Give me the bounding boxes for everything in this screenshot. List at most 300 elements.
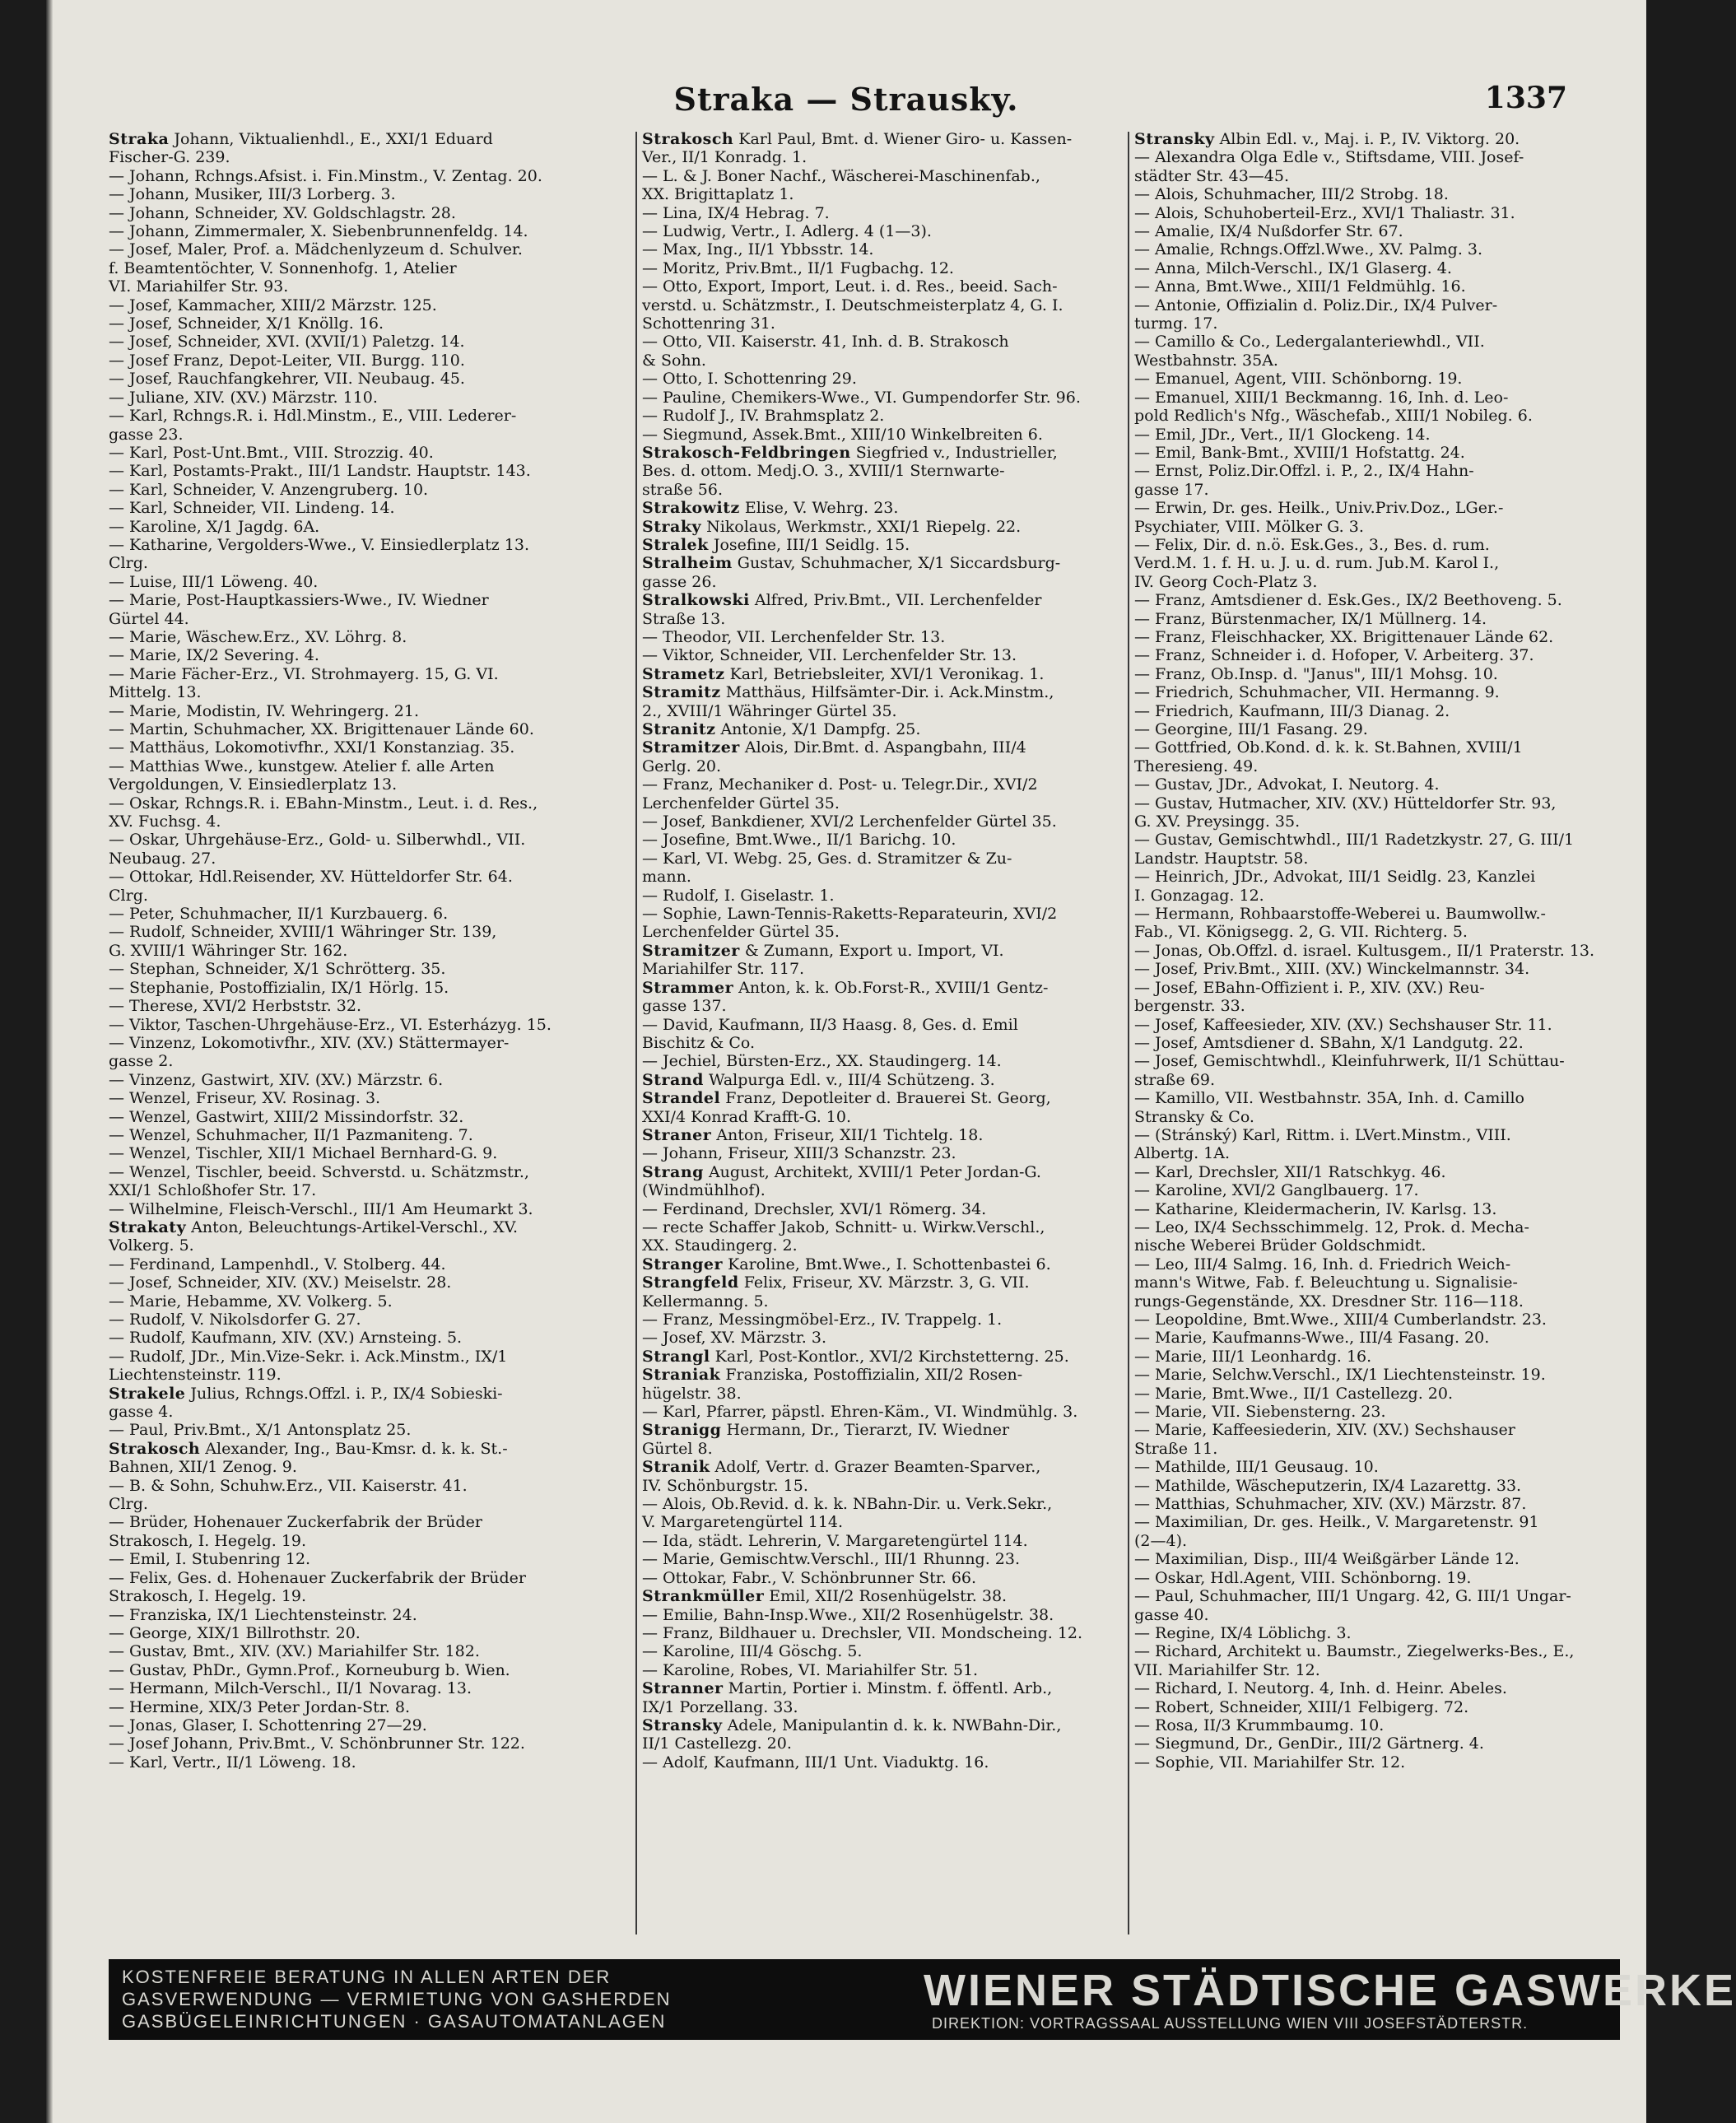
directory-entry [109, 628, 632, 646]
entry-surname: Stramitzer [642, 738, 740, 757]
directory-entry [642, 185, 1118, 203]
entry-text: — Karl, Vertr., II/1 Löweng. 18. [109, 1753, 356, 1771]
entry-text: G. XVIII/1 Währinger Str. 162. [109, 941, 348, 960]
directory-entry [642, 314, 1118, 333]
directory-entry [642, 277, 1118, 296]
directory-entry [1134, 1606, 1620, 1624]
directory-entry [1134, 1181, 1620, 1199]
entry-text: — Wenzel, Tischler, beeid. Schverstd. u. Schätzmstr., [109, 1162, 529, 1181]
directory-entry [1134, 1292, 1620, 1311]
entry-text: — Johann, Friseur, XIII/3 Schanzstr. 23. [642, 1144, 956, 1163]
entry-text: — Antonie, Offizialin d. Poliz.Dir., IX/4 Pulver- [1134, 296, 1498, 314]
directory-entry [1134, 444, 1620, 462]
directory-entry [1134, 518, 1620, 536]
entry-text: — Rudolf, Kaufmann, XIV. (XV.) Arnsteing. 5. [109, 1329, 463, 1348]
entry-text: Gürtel 44. [109, 609, 189, 628]
directory-entry [109, 536, 632, 554]
entry-surname: Strakaty [109, 1217, 187, 1236]
entry-surname: Stranner [642, 1679, 724, 1698]
entry-text: — Karoline, Robes, VI. Mariahilfer Str. 51. [642, 1660, 979, 1679]
entry-text: & Zumann, Export u. Import, VI. [739, 941, 1004, 960]
entry-text: gasse 23. [109, 425, 184, 444]
entry-text: — Marie, Modistin, IV. Wehringerg. 21. [109, 701, 420, 720]
directory-entry [1134, 1255, 1620, 1273]
directory-entry [1134, 1366, 1620, 1384]
directory-entry [1134, 296, 1620, 314]
entry-text: gasse 2. [109, 1052, 174, 1071]
entry-text: Martin, Portier i. Minstm. f. öffentl. Arb., [723, 1679, 1053, 1698]
directory-entry [109, 591, 632, 609]
entry-text: Felix, Friseur, XV. Märzstr. 3, G. VII. [738, 1273, 1030, 1292]
directory-entry [1134, 1587, 1620, 1605]
directory-entry [109, 148, 632, 166]
entry-text: — Karl, Postamts-Prakt., III/1 Landstr. Hauptstr. 143. [109, 462, 531, 481]
entry-text: — Ernst, Poliz.Dir.Offzl. i. P., 2., IX/4 Hahn- [1134, 462, 1474, 481]
entry-text: Mariahilfer Str. 117. [642, 960, 805, 979]
entry-text: nische Weberei Brüder Goldschmidt. [1134, 1236, 1426, 1255]
directory-entry [1134, 831, 1620, 849]
directory-entry [642, 204, 1118, 222]
entry-text: — Josefine, Bmt.Wwe., II/1 Barichg. 10. [642, 831, 956, 850]
directory-entry [1134, 1311, 1620, 1329]
entry-text: — Emil, I. Stubenring 12. [109, 1550, 311, 1569]
directory-entry [642, 1236, 1118, 1255]
entry-text: — Gustav, Hutmacher, XIV. (XV.) Hütteldorfer Str. 93, [1134, 794, 1557, 812]
directory-entry [642, 960, 1118, 978]
directory-entry [642, 905, 1118, 923]
entry-text: — Franz, Schneider i. d. Hofoper, V. Arbeiterg. 37. [1134, 646, 1534, 665]
directory-entry [642, 1734, 1118, 1753]
directory-entry [642, 1421, 1118, 1439]
entry-text: XXI/1 Schloßhofer Str. 17. [109, 1181, 317, 1200]
directory-entry [642, 1403, 1118, 1421]
entry-surname: Strakosch [642, 130, 734, 148]
entry-text: — Felix, Ges. d. Hohenauer Zuckerfabrik der Brüder [109, 1568, 526, 1587]
entry-surname: Stranitz [642, 720, 716, 738]
entry-text: — Rosa, II/3 Krummbaumg. 10. [1134, 1716, 1385, 1734]
directory-entry [109, 812, 632, 831]
entry-text: — Wenzel, Friseur, XV. Rosinag. 3. [109, 1089, 381, 1108]
directory-entry [109, 1495, 632, 1513]
entry-surname: Strametz [642, 664, 725, 683]
entry-text: Hermann, Dr., Tierarzt, IV. Wiedner [721, 1421, 1010, 1440]
entry-text: — Marie, Kaffeesiederin, XIV. (XV.) Sechshauser [1134, 1421, 1515, 1440]
entry-text: — Peter, Schuhmacher, II/1 Kurzbauerg. 6. [109, 905, 449, 924]
entry-text: Siegfried v., Industrieller, [850, 443, 1058, 462]
ad-line: GASBÜGELEINRICHTUNGEN · GASAUTOMATANLAGEN [122, 2011, 667, 2032]
entry-text: II/1 Castellezg. 20. [642, 1734, 792, 1753]
directory-entry [1134, 222, 1620, 240]
entry-text: — Stephanie, Postoffizialin, IX/1 Hörlg. 15. [109, 978, 449, 997]
entry-text: Landstr. Hauptstr. 58. [1134, 849, 1309, 868]
directory-entry [1134, 407, 1620, 425]
entry-text: — Josef, Schneider, XVI. (XVII/1) Paletzg. 14. [109, 333, 465, 352]
directory-entry [109, 352, 632, 370]
entry-text: Karl, Post-Kontlor., XVI/2 Kirchstetterng. 25. [710, 1347, 1069, 1366]
directory-entry [642, 1661, 1118, 1679]
directory-entry [1134, 1477, 1620, 1495]
directory-entry [109, 923, 632, 941]
directory-entry [642, 222, 1118, 240]
directory-entry [109, 1052, 632, 1070]
entry-text: — Ottokar, Hdl.Reisender, XV. Hütteldorfer Str. 64. [109, 868, 513, 887]
entry-text: — Marie, Bmt.Wwe., II/1 Castellezg. 20. [1134, 1384, 1454, 1403]
entry-surname: Stralheim [642, 554, 733, 573]
directory-entry [642, 573, 1118, 591]
entry-text: Gustav, Schuhmacher, X/1 Siccardsburg- [732, 554, 1061, 573]
entry-text: — Alexandra Olga Edle v., Stiftsdame, VIII. Josef- [1134, 148, 1524, 167]
directory-entry [109, 1163, 632, 1181]
entry-text: Bischitz & Co. [642, 1033, 756, 1052]
entry-text: Gürtel 8. [642, 1439, 713, 1458]
entry-text: — Siegmund, Dr., GenDir., III/2 Gärtnerg. 4. [1134, 1734, 1484, 1753]
entry-text: gasse 17. [1134, 480, 1209, 499]
entry-text: — Josef, Kammacher, XIII/2 Märzstr. 125. [109, 296, 437, 314]
directory-entry [1134, 702, 1620, 720]
entry-text: — Brüder, Hohenauer Zuckerfabrik der Brüder [109, 1513, 482, 1532]
directory-entry [642, 462, 1118, 480]
page-header [46, 81, 1646, 119]
entry-text: G. XV. Preysingg. 35. [1134, 812, 1301, 831]
entry-text: Bahnen, XII/1 Zenog. 9. [109, 1458, 297, 1477]
directory-entry [1134, 757, 1620, 775]
entry-surname: Strangl [642, 1347, 710, 1366]
directory-entry [109, 1348, 632, 1366]
entry-text: — Franz, Bürstenmacher, IX/1 Müllnerg. 14. [1134, 609, 1487, 628]
directory-entry [1134, 1624, 1620, 1642]
directory-entry [109, 1440, 632, 1458]
directory-entry [109, 905, 632, 923]
entry-text: — Wenzel, Schuhmacher, II/1 Pazmaniteng. 7. [109, 1125, 473, 1144]
entry-text: Karl, Betriebsleiter, XVI/1 Veronikag. 1. [724, 664, 1045, 683]
directory-entry [1134, 554, 1620, 572]
directory-entry [1134, 683, 1620, 701]
directory-entry [109, 444, 632, 462]
directory-entry [642, 1144, 1118, 1162]
entry-surname: Strankmüller [642, 1587, 765, 1606]
entry-text: — Luise, III/1 Löweng. 40. [109, 572, 319, 591]
entry-text: Mittelg. 13. [109, 683, 202, 702]
entry-text: — Viktor, Schneider, VII. Lerchenfelder Str. 13. [642, 646, 1017, 665]
entry-text: — Rudolf, I. Giselastr. 1. [642, 886, 835, 905]
page-number: 1337 [1484, 81, 1567, 115]
entry-text: — Jonas, Ob.Offzl. d. israel. Kultusgem., II/1 Praterstr. 13. [1134, 941, 1595, 960]
entry-text: IV. Georg Coch-Platz 3. [1134, 572, 1318, 591]
directory-entry [109, 185, 632, 203]
entry-text: — Wenzel, Gastwirt, XIII/2 Missindorfstr. 32. [109, 1107, 464, 1126]
directory-entry [1134, 314, 1620, 333]
entry-text: — Otto, VII. Kaiserstr. 41, Inh. d. B. Strakosch [642, 333, 1009, 352]
directory-entry [1134, 794, 1620, 812]
entry-text: — Josef, Priv.Bmt., XIII. (XV.) Winckelmannstr. 34. [1134, 960, 1530, 979]
entry-text: Liechtensteinstr. 119. [109, 1366, 282, 1385]
entry-text: — Leopoldine, Bmt.Wwe., XIII/4 Cumberlandstr. 23. [1134, 1311, 1547, 1329]
directory-entry [1134, 1440, 1620, 1458]
directory-entry [1134, 481, 1620, 499]
directory-entry [109, 518, 632, 536]
entry-text: — Juliane, XIV. (XV.) Märzstr. 110. [109, 388, 378, 407]
directory-entry [109, 1292, 632, 1311]
entry-surname: Stransky [642, 1716, 723, 1734]
directory-entry [642, 1513, 1118, 1531]
entry-text: — Jechiel, Bürsten-Erz., XX. Staudingerg. 14. [642, 1052, 1002, 1071]
directory-entry [1134, 1661, 1620, 1679]
entry-text: — Paul, Priv.Bmt., X/1 Antonsplatz 25. [109, 1421, 412, 1440]
directory-entry [1134, 775, 1620, 794]
directory-entry [109, 296, 632, 314]
directory-entry [109, 240, 632, 258]
entry-text: — Paul, Schuhmacher, III/1 Ungarg. 42, G. III/1 Ungar- [1134, 1587, 1571, 1606]
entry-text: Gerlg. 20. [642, 757, 722, 775]
directory-entry [1134, 1034, 1620, 1052]
entry-text: — Franz, Mechaniker d. Post- u. Telegr.Dir., XVI/2 [642, 775, 1038, 794]
entry-surname: Stransky [1134, 130, 1215, 148]
entry-text: — Anna, Bmt.Wwe., XIII/1 Feldmühlg. 16. [1134, 277, 1466, 296]
entry-text: — Josef, Gemischtwhdl., Kleinfuhrwerk, II/1 Schüttau- [1134, 1052, 1565, 1071]
entry-text: — Josef, Amtsdiener d. SBahn, X/1 Landgutg. 22. [1134, 1033, 1524, 1052]
directory-entry [642, 370, 1118, 388]
entry-surname: Stranger [642, 1255, 724, 1273]
directory-entry [642, 1181, 1118, 1199]
directory-entry [109, 960, 632, 978]
entry-text: — Erwin, Dr. ges. Heilk., Univ.Priv.Doz., LGer.- [1134, 499, 1504, 518]
directory-entry [109, 1329, 632, 1347]
directory-entry [642, 536, 1118, 554]
directory-entry [109, 1624, 632, 1642]
entry-text: Westbahnstr. 35A. [1134, 351, 1278, 370]
entry-text: mann's Witwe, Fab. f. Beleuchtung u. Signalisie- [1134, 1273, 1518, 1292]
directory-entry [1134, 277, 1620, 296]
entry-text: I. Gonzagag. 12. [1134, 886, 1264, 905]
entry-text: — Leo, IX/4 Sechsschimmelg. 12, Prok. d. Mecha- [1134, 1217, 1529, 1236]
directory-entry [109, 1753, 632, 1771]
entry-text: Clrg. [109, 1495, 148, 1514]
directory-entry [1134, 1458, 1620, 1476]
directory-entry [642, 1477, 1118, 1495]
directory-column-3 [1134, 130, 1620, 1771]
directory-entry [109, 573, 632, 591]
directory-entry [1134, 1089, 1620, 1107]
entry-text: — Therese, XVI/2 Herbststr. 32. [109, 997, 361, 1016]
entry-text: Walpurga Edl. v., III/4 Schützeng. 3. [703, 1070, 995, 1089]
ad-line: GASVERWENDUNG — VERMIETUNG VON GASHERDEN [122, 1989, 672, 2009]
directory-entry [1134, 1716, 1620, 1734]
directory-entry [1134, 942, 1620, 960]
entry-text: — Karl, Drechsler, XII/1 Ratschkyg. 46. [1134, 1162, 1446, 1181]
entry-text: — Maximilian, Disp., III/4 Weißgärber Lände 12. [1134, 1550, 1520, 1569]
entry-text: verstd. u. Schätzmstr., I. Deutschmeisterplatz 4, G. I. [642, 296, 1063, 314]
entry-text: Lerchenfelder Gürtel 35. [642, 794, 840, 812]
entry-text: Bes. d. ottom. Medj.O. 3., XVIII/1 Sternwarte- [642, 462, 1005, 481]
directory-entry [109, 610, 632, 628]
entry-surname: Stranigg [642, 1421, 722, 1440]
entry-text: — Marie, IX/2 Severing. 4. [109, 646, 319, 665]
entry-text: — Oskar, Uhrgehäuse-Erz., Gold- u. Silberwhdl., VII. [109, 831, 526, 850]
directory-entry [1134, 259, 1620, 277]
directory-entry [109, 1385, 632, 1403]
directory-entry [642, 1698, 1118, 1716]
directory-entry [109, 259, 632, 277]
entry-surname: Strang [642, 1162, 704, 1181]
directory-entry [642, 923, 1118, 941]
directory-entry [642, 333, 1118, 351]
directory-entry [109, 333, 632, 351]
entry-text: — Rudolf J., IV. Brahmsplatz 2. [642, 407, 885, 426]
entry-text: Nikolaus, Werkmstr., XXI/1 Riepelg. 22. [701, 517, 1022, 536]
entry-text: — Emil, JDr., Vert., II/1 Glockeng. 14. [1134, 425, 1431, 444]
directory-entry [642, 1200, 1118, 1218]
entry-text: IV. Schönburgstr. 15. [642, 1476, 808, 1495]
entry-text: — Vinzenz, Gastwirt, XIV. (XV.) Märzstr. 6. [109, 1070, 444, 1089]
entry-text: — Franz, Ob.Insp. d. "Janus", III/1 Mohsg. 10. [1134, 664, 1498, 683]
directory-entry [1134, 1273, 1620, 1292]
directory-entry [642, 997, 1118, 1015]
entry-text: — Josef, Kaffeesieder, XIV. (XV.) Sechshauser Str. 11. [1134, 1015, 1552, 1034]
entry-text: — Johann, Rchngs.Afsist. i. Fin.Minstm., V. Zentag. 20. [109, 166, 542, 185]
entry-text: — Friedrich, Kaufmann, III/3 Dianag. 2. [1134, 701, 1450, 720]
entry-text: — Ferdinand, Drechsler, XVI/1 Römerg. 34. [642, 1199, 987, 1218]
entry-text: — Karl, VI. Webg. 25, Ges. d. Stramitzer & Zu- [642, 849, 1012, 868]
directory-entry [1134, 1734, 1620, 1753]
entry-text: — Karoline, X/1 Jagdg. 6A. [109, 517, 320, 536]
ad-line: KOSTENFREIE BERATUNG IN ALLEN ARTEN DER [122, 1967, 612, 1987]
entry-text: — Martin, Schuhmacher, XX. Brigittenauer Lände 60. [109, 720, 534, 738]
directory-entry [1134, 148, 1620, 166]
directory-entry [109, 1218, 632, 1236]
directory-entry [109, 1366, 632, 1384]
entry-text: — Marie, Wäschew.Erz., XV. Löhrg. 8. [109, 627, 407, 646]
directory-entry [109, 775, 632, 794]
directory-entry [642, 1255, 1118, 1273]
entry-text: XX. Staudingerg. 2. [642, 1236, 798, 1255]
directory-entry [1134, 370, 1620, 388]
entry-text: mann. [642, 868, 691, 887]
directory-page [46, 0, 1736, 2123]
entry-text: — Franziska, IX/1 Liechtensteinstr. 24. [109, 1605, 417, 1624]
entry-text: Anton, k. k. Ob.Forst-R., XVIII/1 Gentz- [733, 978, 1049, 997]
directory-entry [109, 1071, 632, 1089]
entry-text: — Robert, Schneider, XIII/1 Felbigerg. 72. [1134, 1697, 1469, 1716]
directory-entry [1134, 923, 1620, 941]
entry-text: Elise, V. Wehrg. 23. [739, 499, 899, 518]
directory-entry [1134, 646, 1620, 664]
entry-text: — Maximilian, Dr. ges. Heilk., V. Margaretenstr. 91 [1134, 1513, 1539, 1532]
entry-surname: Strakowitz [642, 499, 740, 518]
directory-entry [642, 738, 1118, 757]
entry-text: — Marie, III/1 Leonhardg. 16. [1134, 1347, 1372, 1366]
directory-entry [642, 1348, 1118, 1366]
entry-text: — Regine, IX/4 Löblichg. 3. [1134, 1623, 1352, 1642]
directory-entry [1134, 167, 1620, 185]
entry-text: — Alois, Schuhmacher, III/2 Strobg. 18. [1134, 185, 1449, 204]
directory-entry [642, 240, 1118, 258]
entry-text: Clrg. [109, 886, 148, 905]
directory-entry [642, 1550, 1118, 1568]
directory-entry [1134, 1495, 1620, 1513]
directory-entry [1134, 1200, 1620, 1218]
entry-text: Josefine, III/1 Seidlg. 15. [708, 535, 910, 554]
directory-entry [1134, 665, 1620, 683]
directory-entry [109, 1587, 632, 1605]
directory-entry [109, 389, 632, 407]
entry-text: Ver., II/1 Konradg. 1. [642, 148, 807, 167]
directory-entry [1134, 1126, 1620, 1144]
entry-text: — Josef, Schneider, XIV. (XV.) Meiselstr. 28. [109, 1273, 452, 1292]
entry-text: — Adolf, Kaufmann, III/1 Unt. Viaduktg. 16. [642, 1753, 989, 1771]
directory-entry [1134, 1421, 1620, 1439]
directory-entry [109, 1181, 632, 1199]
entry-text: XXI/4 Konrad Krafft-G. 10. [642, 1107, 852, 1126]
entry-text: Strakosch, I. Hegelg. 19. [109, 1587, 307, 1606]
entry-text: Schottenring 31. [642, 314, 775, 333]
entry-text: Antonie, X/1 Dampfg. 25. [715, 720, 921, 738]
entry-text: — Johann, Zimmermaler, X. Siebenbrunnenfeldg. 14. [109, 222, 528, 241]
ad-tagline: DIREKTION: VORTRAGSSAAL AUSSTELLUNG WIEN VIII JOSEFSTÄDTERSTR. [932, 2015, 1529, 2032]
directory-entry [1134, 812, 1620, 831]
entry-text: — Amalie, Rchngs.Offzl.Wwe., XV. Palmg. 3. [1134, 240, 1483, 259]
entry-text: — Karl, Rchngs.R. i. Hdl.Minstm., E., VIII. Lederer- [109, 407, 517, 426]
directory-entry [109, 757, 632, 775]
directory-entry [109, 887, 632, 905]
directory-entry [109, 850, 632, 868]
directory-entry [642, 444, 1118, 462]
entry-text: Alfred, Priv.Bmt., VII. Lerchenfelder [749, 591, 1042, 610]
directory-entry [109, 1698, 632, 1716]
directory-entry [109, 426, 632, 444]
directory-entry [109, 1126, 632, 1144]
directory-entry [109, 720, 632, 738]
directory-entry [1134, 1679, 1620, 1697]
directory-entry [109, 794, 632, 812]
directory-entry [109, 1311, 632, 1329]
ad-text-block [122, 1966, 929, 2032]
directory-entry [1134, 1550, 1620, 1568]
entry-text: — Josef, XV. Märzstr. 3. [642, 1329, 826, 1348]
directory-entry [109, 1144, 632, 1162]
directory-entry [642, 426, 1118, 444]
entry-text: Karoline, Bmt.Wwe., I. Schottenbastei 6. [723, 1255, 1051, 1273]
entry-text: — L. & J. Boner Nachf., Wäscherei-Maschinenfab., [642, 166, 1040, 185]
entry-text: Lerchenfelder Gürtel 35. [642, 923, 840, 942]
entry-text: — Richard, Architekt u. Baumstr., Ziegelwerks-Bes., E., [1134, 1642, 1575, 1661]
directory-entry [1134, 499, 1620, 517]
entry-text: straße 56. [642, 480, 723, 499]
directory-entry [1134, 1071, 1620, 1089]
entry-text: — Hermann, Rohbaarstoffe-Weberei u. Baumwollw.- [1134, 905, 1546, 924]
directory-entry [642, 1569, 1118, 1587]
directory-entry [1134, 905, 1620, 923]
directory-entry [642, 683, 1118, 701]
directory-column-2 [642, 130, 1118, 1771]
entry-text: Kellermanng. 5. [642, 1292, 769, 1311]
entry-text: V. Margaretengürtel 114. [642, 1513, 844, 1532]
entry-surname: Stranik [642, 1458, 710, 1477]
entry-text: Julius, Rchngs.Offzl. i. P., IX/4 Sobieski- [185, 1384, 503, 1403]
directory-entry [109, 1236, 632, 1255]
directory-entry [1134, 1642, 1620, 1660]
directory-entry [109, 942, 632, 960]
directory-entry [642, 1642, 1118, 1660]
directory-entry [109, 979, 632, 997]
entry-text: Emil, XII/2 Rosenhügelstr. 38. [764, 1587, 1008, 1606]
entry-text: Adolf, Vertr. d. Grazer Beamten-Sparver., [710, 1458, 1041, 1477]
entry-text: IX/1 Porzellang. 33. [642, 1697, 798, 1716]
directory-entry [642, 407, 1118, 425]
entry-text: — Franz, Messingmöbel-Erz., IV. Trappelg. 1. [642, 1311, 1003, 1329]
entry-text: VI. Mariahilfer Str. 93. [109, 277, 289, 296]
entry-text: — Georgine, III/1 Fasang. 29. [1134, 720, 1368, 738]
entry-text: — Sophie, Lawn-Tennis-Raketts-Reparateurin, XVI/2 [642, 905, 1058, 924]
